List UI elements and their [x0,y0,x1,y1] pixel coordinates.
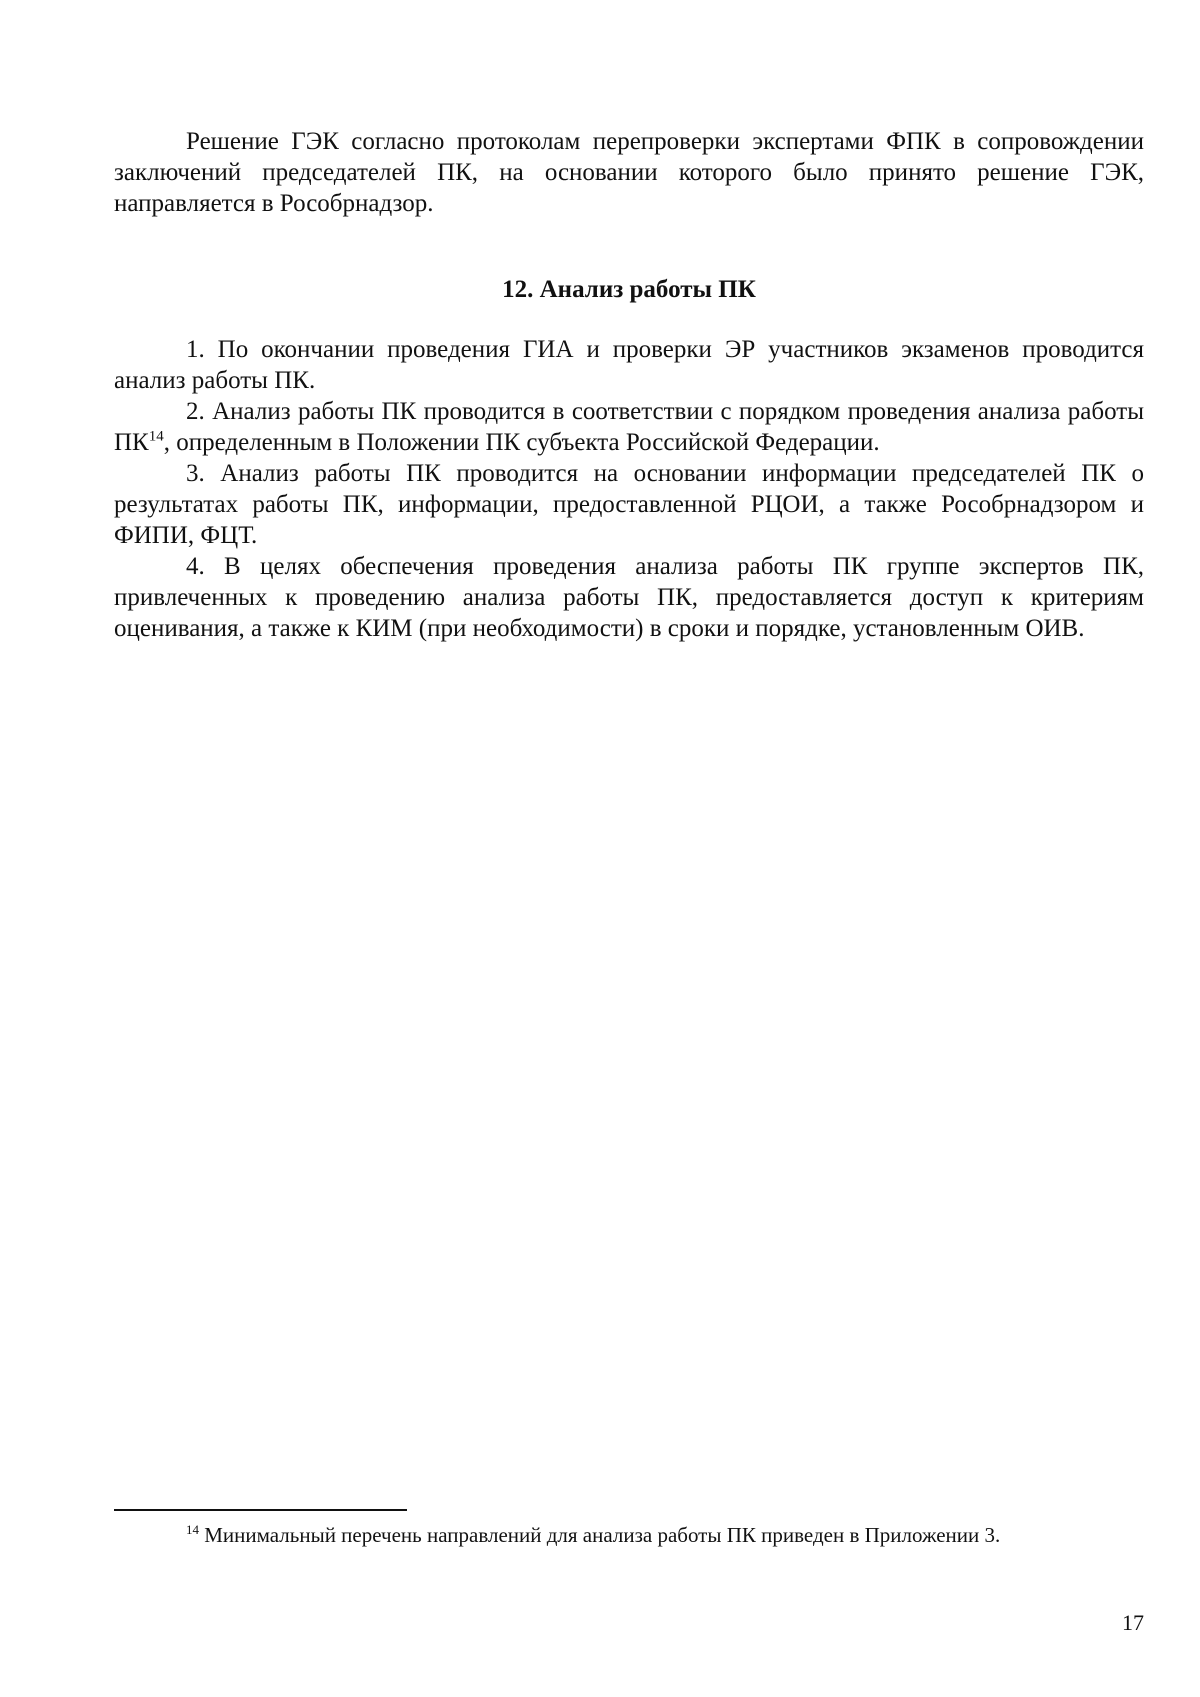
footnote-text: Минимальный перечень направлений для анализа работы ПК приведен в Приложении 3. [199,1523,1001,1547]
footnote-reference[interactable]: 14 [148,428,164,445]
footnote [114,1522,1144,1548]
section-heading: 12. Анализ работы ПК [502,276,756,303]
footnote-number: 14 [186,1522,199,1537]
section-item-3: 3. Анализ работы ПК проводится на основании информации председателей ПК о результатах работы ПК, информации, предоставленной РЦОИ, а также Рособрнадзором и ФИПИ, ФЦТ. [114,460,1144,549]
section-item-1: 1. По окончании проведения ГИА и проверки ЭР участников экзаменов проводится анализ работы ПК. [114,336,1144,394]
section-item-4: 4. В целях обеспечения проведения анализа работы ПК группе экспертов ПК, привлеченных к проведению анализа работы ПК, предоставляется доступ к критериям оценивания, а также к КИМ (при необходимости) в сроки и порядке, установленным ОИВ. [114,553,1144,642]
section-item-2-text-start: 2. Анализ работы ПК проводится в соответствии с порядком проведения анализа работы ПК [114,398,1144,456]
footnote-separator [114,1509,407,1511]
page-number: 17 [1122,1610,1144,1635]
section-body [114,334,1144,644]
section-item-2 [114,396,1144,458]
intro-paragraph: Решение ГЭК согласно протоколам перепроверки экспертами ФПК в сопровождении заключений председателей ПК, на основании которого было принято решение ГЭК, направляется в Рособрнадзор. [114,128,1144,217]
section-item-2-text-end: , определенным в Положении ПК субъекта Российской Федерации. [163,429,880,456]
